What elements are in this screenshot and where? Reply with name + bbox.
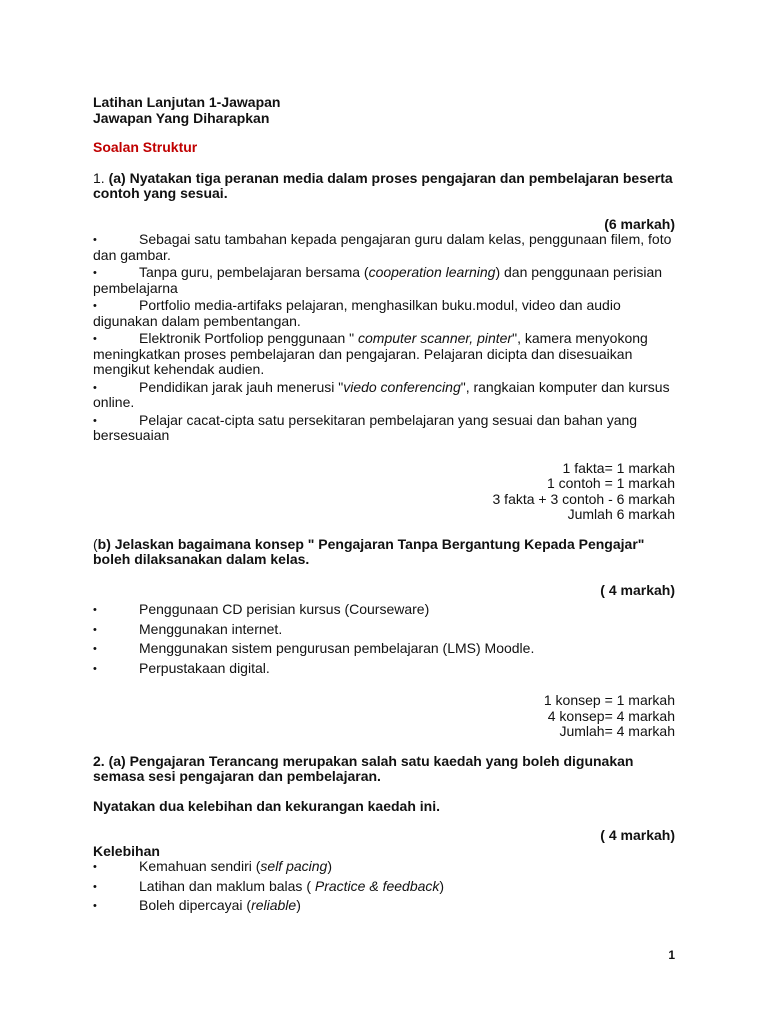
- q1b-marks: ( 4 markah): [600, 581, 675, 598]
- q2a-question: 2. (a) Pengajaran Terancang merupakan salah satu kaedah yang boleh digunakan semasa sesi pengajaran dan pembelajaran.: [93, 752, 634, 784]
- q1b-question: [93, 537, 675, 568]
- q1a-bullet-list: [93, 232, 675, 444]
- list-item: Perpustakaan digital.: [139, 659, 270, 676]
- list-item: Kemahuan sendiri (self pacing): [139, 858, 333, 874]
- list-item: Portfolio media-artifaks pelajaran, menghasilkan buku.modul, video dan audio digunakan dalam pembentangan.: [93, 297, 621, 329]
- scoring-line: Jumlah= 4 markah: [559, 723, 675, 739]
- q1b-text: b) Jelaskan bagaimana konsep " Pengajaran Tanpa Bergantung Kepada Pengajar" boleh dilaksanakan dalam kelas.: [93, 535, 645, 567]
- scoring-line: 3 fakta + 3 contoh - 6 markah: [492, 490, 675, 507]
- q1b-paren: (: [93, 535, 98, 552]
- list-item: Elektronik Portfoliop penggunaan " computer scanner, pinter", kamera menyokong meningkatkan proses pembelajaran dan pengajaran. Pelajaran dicipta dan disesuaikan mengikut kehendak audien.: [93, 330, 648, 377]
- list-item: Boleh dipercayai (reliable): [139, 897, 301, 913]
- q1a-marks: (6 markah): [604, 215, 675, 232]
- kelebihan-list: [93, 859, 675, 914]
- list-item: Tanpa guru, pembelajaran bersama (cooperation learning) dan penggunaan perisian pembelajarna: [93, 264, 663, 296]
- q1b-scoring: [93, 693, 675, 740]
- document-title: Latihan Lanjutan 1-Jawapan: [93, 94, 281, 110]
- q1a-scoring: [93, 461, 675, 523]
- list-item: Sebagai satu tambahan kepada pengajaran guru dalam kelas, penggunaan filem, foto dan gambar.: [93, 231, 672, 263]
- list-item: Pelajar cacat-cipta satu persekitaran pembelajaran yang sesuai dan bahan yang bersesuaian: [93, 411, 638, 443]
- kelebihan-heading: Kelebihan: [93, 842, 160, 859]
- list-item: Menggunakan internet.: [139, 620, 283, 637]
- q1a-text: (a) Nyatakan tiga peranan media dalam proses pengajaran dan pembelajaran beserta contoh yang sesuai.: [93, 169, 673, 201]
- q2a-marks: ( 4 markah): [600, 827, 675, 843]
- section-heading: Soalan Struktur: [93, 139, 198, 155]
- page-number: 1: [668, 948, 675, 962]
- scoring-line: 1 contoh = 1 markah: [546, 475, 675, 491]
- q1b-bullet-list: [93, 602, 675, 676]
- list-item: Penggunaan CD perisian kursus (Courseware): [139, 601, 430, 617]
- q1a-question: [93, 171, 675, 202]
- scoring-line: 1 konsep = 1 markah: [543, 692, 675, 708]
- document-subtitle: Jawapan Yang Diharapkan: [93, 109, 270, 126]
- q1a-number: 1.: [93, 169, 105, 186]
- scoring-line: 4 konsep= 4 markah: [547, 707, 675, 724]
- list-item: Menggunakan sistem pengurusan pembelajaran (LMS) Moodle.: [139, 640, 535, 656]
- document-content: [93, 95, 675, 914]
- scoring-line: Jumlah 6 markah: [567, 506, 675, 522]
- list-item: Latihan dan maklum balas ( Practice & feedback): [139, 877, 445, 894]
- scoring-line: 1 fakta= 1 markah: [562, 459, 675, 476]
- list-item: Pendidikan jarak jauh menerusi "viedo conferencing", rangkaian komputer dan kursus online.: [93, 378, 670, 410]
- q2a-instruction: Nyatakan dua kelebihan dan kekurangan kaedah ini.: [93, 797, 441, 814]
